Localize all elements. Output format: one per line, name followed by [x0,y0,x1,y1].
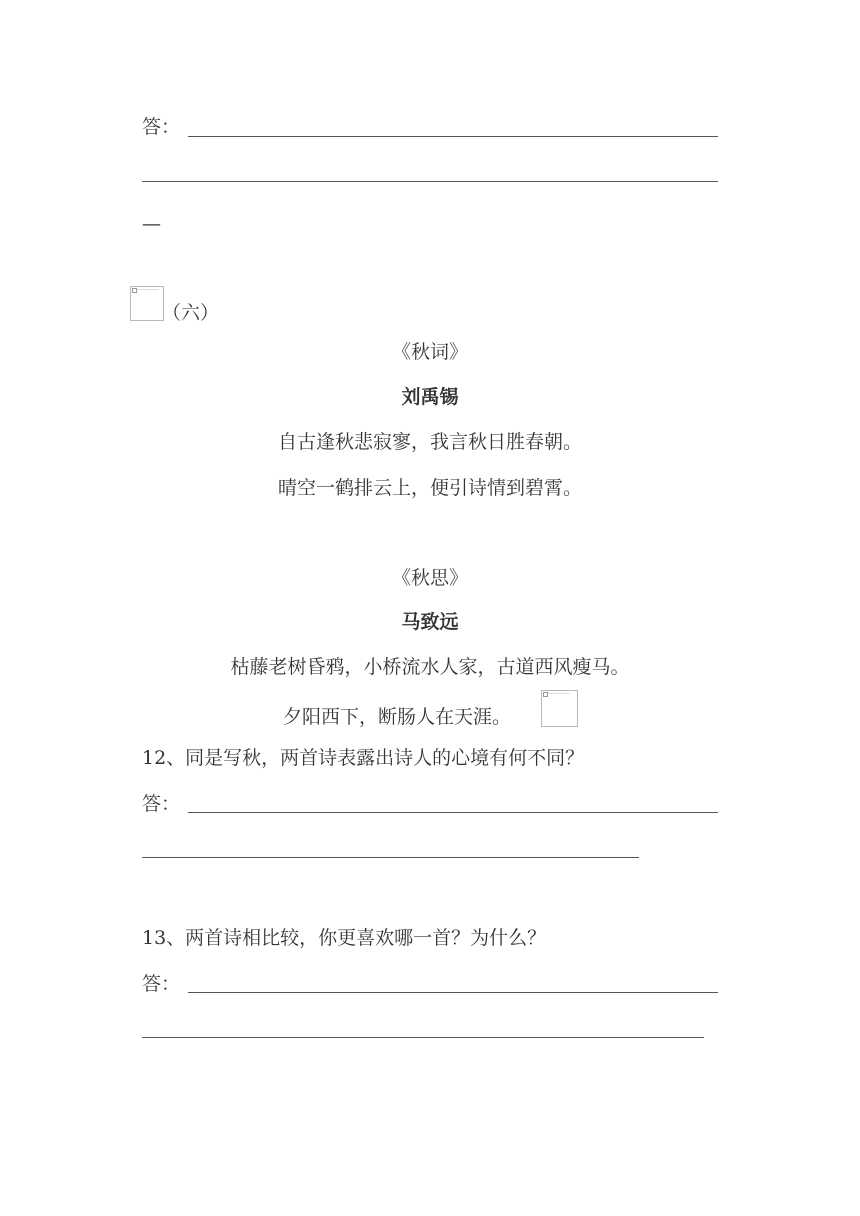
poem-line: 晴空一鹤排云上，便引诗情到碧霄。 [277,477,582,499]
answer-line-stub: — [142,213,161,235]
question-text: 12、同是写秋，两首诗表露出诗人的心境有何不同？ [142,747,585,769]
poem-line: 枯藤老树昏鸦，小桥流水人家，古道西风瘦马。 [230,656,630,678]
poem-line: 夕阳西下，断肠人在天涯。 [283,706,512,728]
poem-title: 《秋词》 [391,341,468,363]
answer-line[interactable] [188,812,718,813]
section-label: （六） [162,302,220,324]
answer-line[interactable] [142,1037,704,1038]
answer-line[interactable] [188,992,718,993]
answer-label: 答： [142,116,181,138]
answer-label: 答： [142,973,181,995]
answer-label: 答： [142,793,181,815]
answer-line[interactable] [142,181,718,182]
poem-line: 自古逢秋悲寂寥，我言秋日胜春朝。 [277,431,582,453]
answer-line[interactable] [188,136,718,137]
poem-title: 《秋思》 [391,567,468,589]
poem-author: 刘禹锡 [401,386,459,408]
image-placeholder [541,690,578,727]
image-placeholder [130,286,164,321]
question-text: 13、两首诗相比较，你更喜欢哪一首？为什么？ [142,927,547,949]
poem-author: 马致远 [401,611,459,633]
answer-line[interactable] [142,857,639,858]
